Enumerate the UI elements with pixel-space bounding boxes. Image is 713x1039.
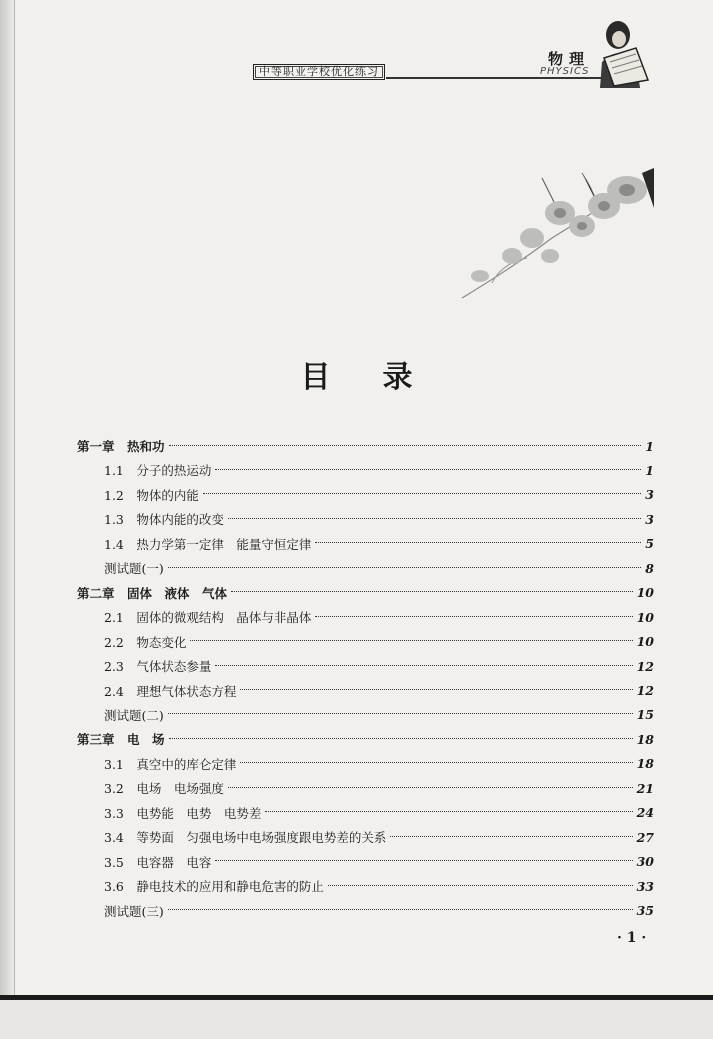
toc-entry-label: 2.2 物态变化 bbox=[104, 634, 187, 650]
toc-dot-leader bbox=[169, 738, 633, 739]
toc-dot-leader bbox=[390, 836, 632, 837]
toc-chapter-row bbox=[77, 583, 654, 603]
toc-dot-leader bbox=[203, 493, 641, 494]
toc-section-row bbox=[104, 852, 654, 872]
toc-entry-label: 2.3 气体状态参量 bbox=[104, 659, 212, 675]
toc-chapter-row bbox=[77, 436, 654, 456]
toc-section-row bbox=[104, 509, 654, 529]
toc-page-number: 12 bbox=[636, 683, 654, 698]
toc-page-number: 18 bbox=[636, 731, 654, 747]
toc-dot-leader bbox=[315, 542, 641, 543]
subject-title: 物理 bbox=[548, 50, 591, 68]
toc-entry-label: 3.5 电容器 电容 bbox=[104, 854, 212, 870]
toc-page-number: 30 bbox=[636, 854, 654, 870]
toc-page-number: 1 bbox=[645, 438, 654, 454]
toc-page-number: 3 bbox=[645, 487, 654, 503]
toc-section-row bbox=[104, 485, 654, 505]
toc-dot-leader bbox=[215, 469, 641, 470]
toc-test-row bbox=[104, 558, 654, 578]
toc-dot-leader bbox=[168, 909, 633, 910]
toc-page-number: 1 bbox=[645, 462, 654, 478]
series-title-box bbox=[253, 64, 385, 80]
toc-dot-leader bbox=[240, 689, 632, 690]
toc-page-number: 3 bbox=[645, 511, 654, 527]
toc-dot-leader bbox=[315, 616, 632, 617]
header-rule bbox=[386, 77, 606, 79]
toc-entry-label: 第一章 热和功 bbox=[77, 439, 165, 454]
toc-entry-label: 测试题(一) bbox=[104, 561, 164, 577]
toc-dot-leader bbox=[228, 787, 633, 788]
toc-test-row bbox=[104, 705, 654, 725]
toc-page-number: 12 bbox=[636, 658, 654, 674]
toc-page-number: 33 bbox=[636, 878, 654, 894]
toc-dot-leader bbox=[215, 860, 632, 861]
toc-page-number: 18 bbox=[636, 756, 654, 772]
toc-section-row bbox=[104, 534, 654, 554]
toc-page-number: 10 bbox=[636, 609, 654, 625]
toc-section-row bbox=[104, 460, 654, 480]
toc-entry-label: 1.3 物体内能的改变 bbox=[104, 512, 224, 528]
bottom-scan-edge bbox=[0, 995, 713, 1039]
toc-dot-leader bbox=[240, 762, 632, 763]
toc-dot-leader bbox=[169, 445, 642, 446]
toc-chapter-row bbox=[77, 729, 654, 749]
toc-dot-leader bbox=[168, 713, 633, 714]
gutter-line bbox=[14, 0, 15, 1000]
page-number: · 1 · bbox=[617, 930, 647, 946]
toc-entry-label: 1.2 物体的内能 bbox=[104, 487, 199, 503]
toc-entry-label: 2.4 理想气体状态方程 bbox=[104, 683, 237, 699]
toc-entry-label: 3.1 真空中的库仑定律 bbox=[104, 756, 237, 772]
toc-section-row bbox=[104, 754, 654, 774]
title-char-2: 录 bbox=[382, 360, 413, 395]
toc-page-number: 10 bbox=[636, 634, 654, 650]
toc-dot-leader bbox=[168, 567, 642, 568]
toc-dot-leader bbox=[215, 665, 632, 666]
toc-dot-leader bbox=[328, 885, 633, 886]
toc-page-number: 24 bbox=[636, 805, 654, 821]
toc-page-number: 21 bbox=[636, 780, 654, 796]
toc-entry-label: 第二章 固体 液体 气体 bbox=[77, 585, 228, 601]
toc-section-row bbox=[104, 607, 654, 627]
toc-section-row bbox=[104, 803, 654, 823]
toc-page-number: 27 bbox=[636, 829, 654, 845]
toc-section-row bbox=[104, 778, 654, 798]
reader-illustration bbox=[592, 18, 654, 88]
toc-page-number: 8 bbox=[645, 560, 654, 576]
page-title bbox=[0, 352, 713, 396]
toc-entry-label: 3.4 等势面 匀强电场中电场强度跟电势差的关系 bbox=[104, 830, 387, 846]
toc-dot-leader bbox=[265, 811, 632, 812]
toc-test-row bbox=[104, 901, 654, 921]
title-char-1: 目 bbox=[300, 360, 331, 395]
toc-section-row bbox=[104, 632, 654, 652]
toc-entry-label: 1.1 分子的热运动 bbox=[104, 463, 212, 479]
subject-english: PHYSICS bbox=[540, 66, 590, 77]
toc-section-row bbox=[104, 827, 654, 847]
toc-page-number: 35 bbox=[636, 903, 654, 919]
toc-entry-label: 3.2 电场 电场强度 bbox=[104, 781, 224, 797]
book-gutter-shadow bbox=[0, 0, 14, 1034]
toc-section-row bbox=[104, 681, 654, 701]
series-title: 中等职业学校优化练习 bbox=[259, 65, 379, 78]
toc-entry-label: 1.4 热力学第一定律 能量守恒定律 bbox=[104, 536, 312, 552]
toc-page-number: 5 bbox=[645, 536, 654, 552]
toc-entry-label: 第三章 电 场 bbox=[77, 732, 165, 748]
toc-section-row bbox=[104, 876, 654, 896]
toc-page-number: 15 bbox=[636, 707, 654, 723]
toc-entry-label: 测试题(二) bbox=[104, 707, 164, 723]
toc-entry-label: 3.6 静电技术的应用和静电危害的防止 bbox=[104, 879, 324, 895]
toc-entry-label: 3.3 电势能 电势 电势差 bbox=[104, 805, 262, 821]
toc-section-row bbox=[104, 656, 654, 676]
toc-dot-leader bbox=[190, 640, 632, 641]
toc-entry-label: 2.1 固体的微观结构 晶体与非晶体 bbox=[104, 610, 312, 626]
toc-dot-leader bbox=[231, 591, 633, 592]
toc-entry-label: 测试题(三) bbox=[104, 903, 164, 919]
toc-page-number: 10 bbox=[636, 585, 654, 601]
orchid-illustration bbox=[432, 168, 657, 308]
toc-dot-leader bbox=[228, 518, 641, 519]
